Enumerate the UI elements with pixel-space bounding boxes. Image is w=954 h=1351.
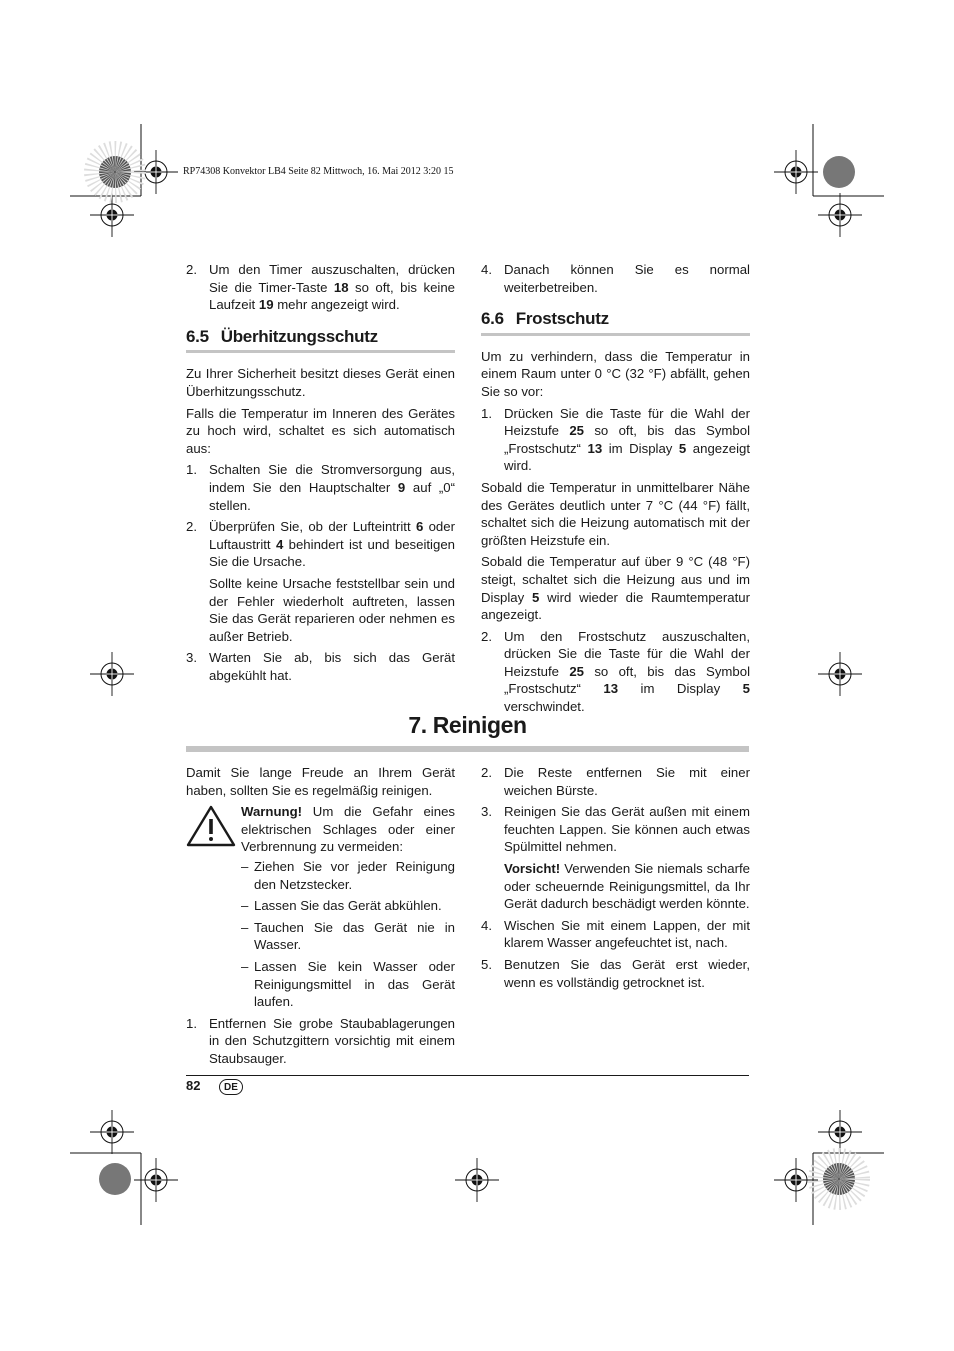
list-item: 3. Reinigen Sie das Gerät außen mit einem feuchten Lappen. Sie können auch etwas Spülmittel nehmen. xyxy=(481,804,750,855)
page-number: 82 xyxy=(186,1078,201,1093)
warning-block xyxy=(186,803,455,856)
language-badge: DE xyxy=(219,1079,243,1095)
list-item: 2. Um den Timer auszuschalten, drücken Sie die Timer-Taste 18 so oft, bis keine Laufzeit 19 mehr angezeigt wird. xyxy=(186,262,455,313)
registration-mark-icon xyxy=(455,1158,499,1202)
paragraph: Falls die Temperatur im Inneren des Gerätes zu hoch wird, schaltet es sich automatisch aus: xyxy=(186,405,455,456)
registration-mark-icon xyxy=(774,1158,818,1202)
right-column-bottom xyxy=(481,764,750,995)
list-item: 1. Schalten Sie die Stromversorgung aus, indem Sie den Hauptschalter 9 auf „0“ stellen. xyxy=(186,462,455,513)
registration-mark-icon xyxy=(90,1110,134,1154)
color-wheel-icon xyxy=(99,1163,131,1195)
list-item: 1. Entfernen Sie grobe Staubablagerungen in den Schutzgittern vorsichtig mit einem Staubsauger. xyxy=(186,1015,455,1066)
warning-text: Warnung! Um die Gefahr eines elektrischen Schlages oder einer Verbrennung zu vermeiden: xyxy=(241,804,455,855)
footer-rule xyxy=(186,1075,749,1076)
warning-triangle-icon xyxy=(186,803,241,856)
list-item: 1. Drücken Sie die Taste für die Wahl der Heizstufe 25 so oft, bis das Symbol „Frostschutz“ 13 im Display 5 angezeigt wird. xyxy=(481,405,750,474)
color-wheel-icon xyxy=(99,156,131,188)
paragraph: Um zu verhindern, dass die Temperatur in einem Raum unter 0 °C (32 °F) abfällt, gehen Sie so vor: xyxy=(481,348,750,399)
registration-mark-icon xyxy=(818,652,862,696)
list-item: 3. Warten Sie ab, bis sich das Gerät abgekühlt hat. xyxy=(186,650,455,683)
registration-mark-icon xyxy=(818,1110,862,1154)
list-item: – Ziehen Sie vor jeder Reinigung den Netzstecker. xyxy=(241,858,455,893)
section-heading: 6.6 Frostschutz xyxy=(481,310,750,336)
color-wheel-icon xyxy=(823,1163,855,1195)
list-item: 2. Die Reste entfernen Sie mit einer weichen Bürste. xyxy=(481,765,750,798)
list-item: 2. Um den Frostschutz auszuschalten, drücken Sie die Taste für die Wahl der Heizstufe 25 so oft, bis das Symbol „Frostschutz“ 13 im Display 5 verschwindet. xyxy=(481,628,750,715)
list-item: – Lassen Sie kein Wasser oder Reinigungsmittel in das Gerät laufen. xyxy=(241,958,455,1011)
list-item: 5. Benutzen Sie das Gerät erst wieder, wenn es vollständig getrocknet ist. xyxy=(481,956,750,990)
registration-mark-icon xyxy=(90,652,134,696)
registration-mark-icon xyxy=(774,150,818,194)
list-item: 4. Wischen Sie mit einem Lappen, der mit klarem Wasser angefeuchtet ist, nach. xyxy=(481,917,750,951)
color-wheel-icon xyxy=(823,156,855,188)
list-item: 2. Überprüfen Sie, ob der Lufteintritt 6 oder Luftaustritt 4 behindert ist und beseitigen Sie die Ursache. xyxy=(186,519,455,570)
paragraph: Sobald die Temperatur in unmittelbarer Nähe des Gerätes deutlich unter 7 °C (44 °F) fällt, schaltet sich die Heizung automatisch mit der größten Heizstufe ein. xyxy=(481,479,750,548)
chapter-title: 7. Reinigen xyxy=(408,712,527,738)
left-column-bottom xyxy=(186,764,455,1072)
caution-note: Vorsicht! Verwenden Sie niemals scharfe oder scheuernde Reinigungsmittel, da Ihr Gerät dadurch beschädigt werden könnte. xyxy=(504,860,750,912)
list-item: – Tauchen Sie das Gerät nie in Wasser. xyxy=(241,919,455,954)
right-column-top xyxy=(481,261,750,720)
section-heading: 6.5 Überhitzungsschutz xyxy=(186,328,455,354)
print-header: RP74308 Konvektor LB4 Seite 82 Mittwoch, 16. Mai 2012 3:20 15 xyxy=(183,166,454,177)
registration-mark-icon xyxy=(818,193,862,237)
paragraph: Sobald die Temperatur auf über 9 °C (48 °F) steigt, schaltet sich die Heizung aus und im Display 5 wird wieder die Raumtemperatur angezeigt. xyxy=(481,554,750,623)
list-item-continuation: Sollte keine Ursache feststellbar sein und der Fehler wiederholt auftreten, lassen Sie das Gerät reparieren oder nehmen es außer Betrieb. xyxy=(209,575,455,644)
list-item: 4. Danach können Sie es normal weiterbetreiben. xyxy=(481,262,750,295)
paragraph: Zu Ihrer Sicherheit besitzt dieses Gerät einen Überhitzungsschutz. xyxy=(186,366,455,399)
paragraph: Damit Sie lange Freude an Ihrem Gerät haben, sollten Sie es regelmäßig reinigen. xyxy=(186,765,455,798)
chapter-rule xyxy=(186,746,749,752)
list-item: – Lassen Sie das Gerät abkühlen. xyxy=(241,897,455,915)
left-column-top xyxy=(186,261,455,688)
warning-list xyxy=(186,858,455,1011)
